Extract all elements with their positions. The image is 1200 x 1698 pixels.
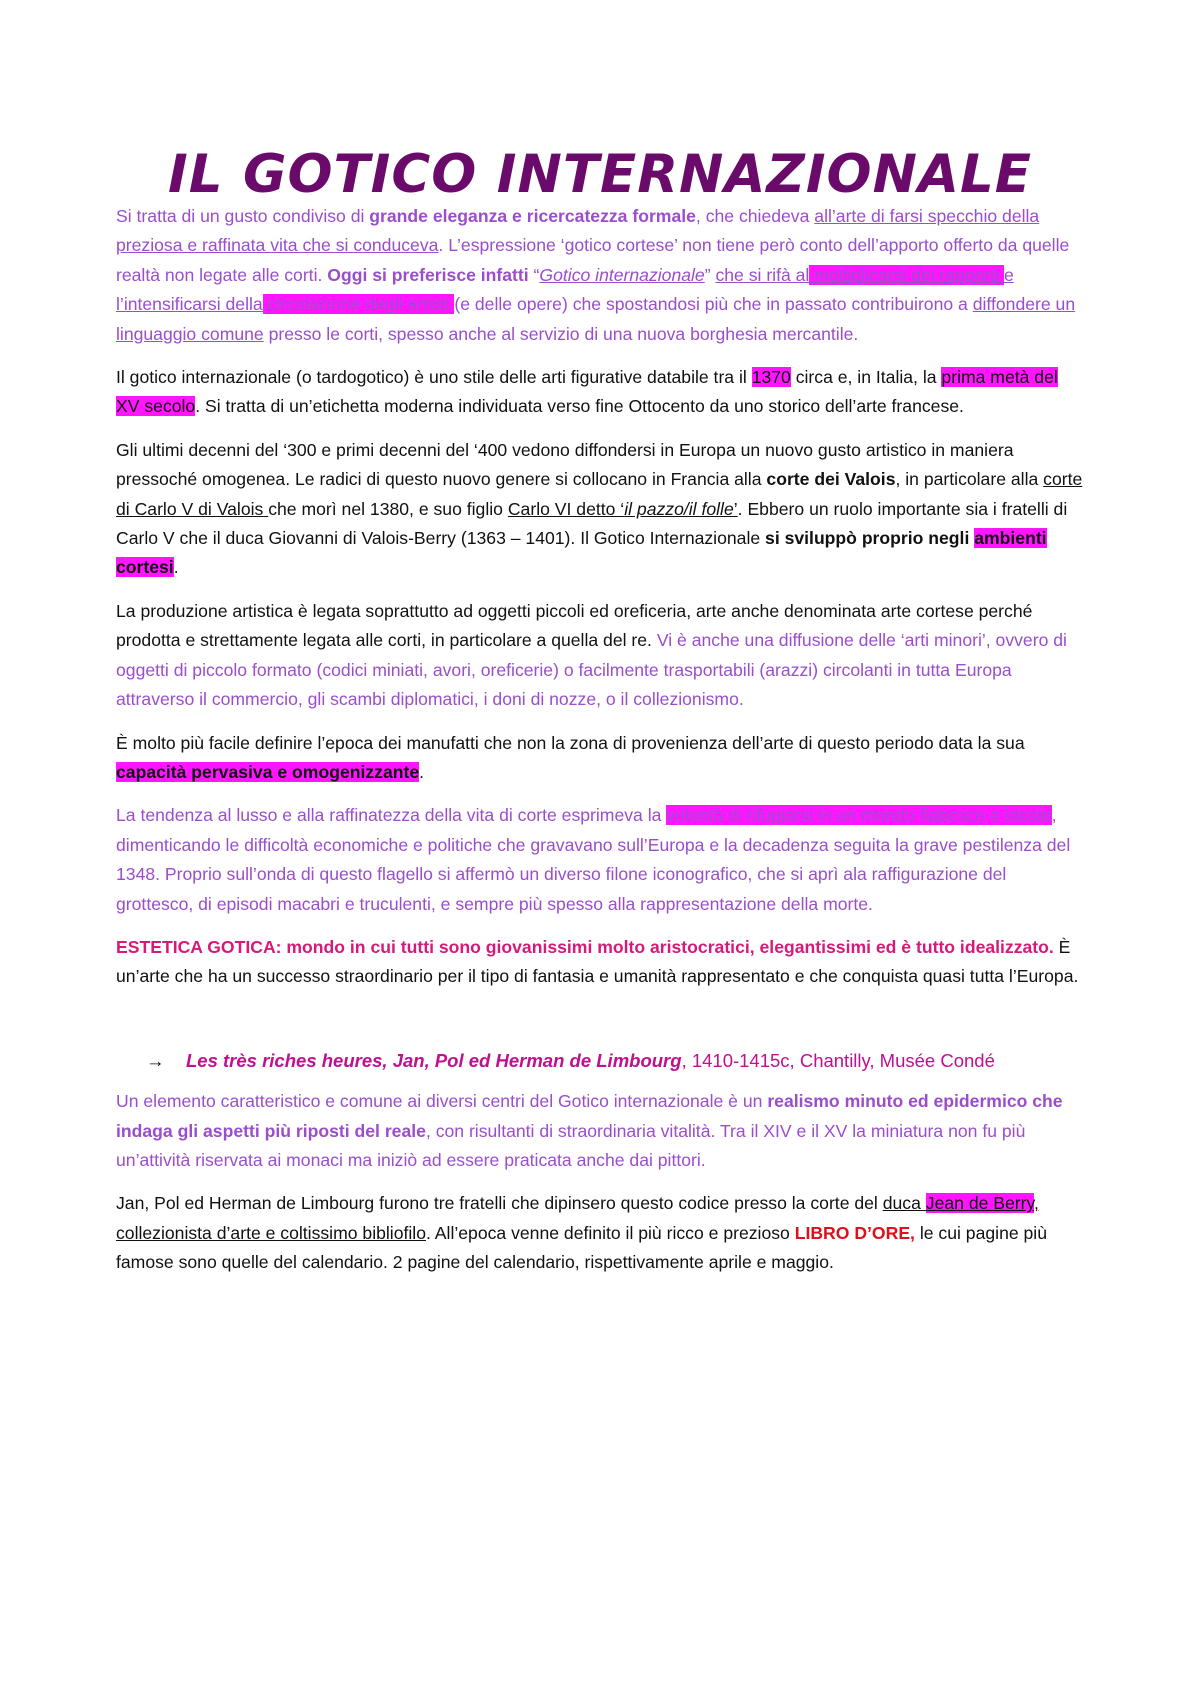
underlined-text: Carlo VI detto ‘	[507, 498, 625, 519]
page-title: IL GOTICO INTERNAZIONALE	[168, 144, 1032, 205]
underlined-text: ’	[733, 498, 738, 519]
underlined-text: e l’intensificarsi della	[116, 264, 1014, 315]
section-subtitle: , 1410-1415c, Chantilly, Musée Condé	[681, 1049, 995, 1071]
bold-text: grande eleganza e ricercatezza formale	[369, 206, 696, 226]
red-bold-text: LIBRO D’ORE,	[794, 1222, 915, 1243]
section-title: Les très riches heures, Jan, Pol ed Herman de Limbourg	[186, 1049, 682, 1071]
text: La tendenza al lusso e alla raffinatezza della vita di corte esprimeva la	[116, 805, 667, 826]
text: .	[419, 761, 425, 782]
text: , con risultanti di straordinaria vitalità. Tra il XIV e il XV la miniatura non fu più un’attività riservata ai monaci ma iniziò ad essere praticata anche dai pittori.	[116, 1120, 1026, 1170]
bold-text: Oggi si preferisce infatti	[327, 264, 529, 285]
spacer	[116, 1006, 1084, 1046]
text: . All’epoca venne definito il più ricco e prezioso	[426, 1222, 795, 1243]
paragraph-limbourg	[116, 1189, 1084, 1277]
text: ”	[704, 264, 716, 285]
text: , dimenticando le difficoltà economiche e politiche che gravavano sull’Europa e la decadenza seguita la grave pestilenza del 1348. Proprio sull’onda di questo flagello si affermò un diverso filone iconografico, che si aprì ala raffigurazione del grottesco, di episodi macabri e truculenti, e sempre più spesso alla rappresentazione della morte.	[116, 805, 1071, 914]
highlighted-text: 1370	[751, 367, 791, 388]
text: presso le corti, spesso anche al servizio di una nuova borghesia mercantile.	[263, 323, 859, 344]
text: circa e, in Italia, la	[790, 367, 942, 388]
text: , in particolare alla	[895, 469, 1044, 490]
text: Gli ultimi decenni del ‘300 e primi decenni del ‘400 vedono diffondersi in Europa un nuovo gusto artistico in maniera pressoché omogenea. Le radici di questo nuovo genere si collocano in Francia alla	[116, 439, 1014, 490]
paragraph-intro	[116, 202, 1084, 349]
underlined-italic-text: Gotico internazionale	[539, 264, 705, 285]
underlined-text: all’arte di farsi specchio della preziosa e raffinata vita che si conduceva	[116, 206, 1040, 256]
paragraph-realism	[116, 1087, 1084, 1175]
underlined-text: duca	[882, 1193, 926, 1214]
text: Si tratta di un gusto condiviso di	[116, 206, 370, 226]
text: (e delle opere) che spostandosi più che in passato contribuirono a	[454, 294, 973, 315]
arrow-right-icon: →	[146, 1049, 165, 1071]
highlighted-text: volontà di rifugiarsi in un mondo fiabesco e ideale	[666, 805, 1052, 826]
text: . L’espressione ‘gotico cortese’ non tiene però conto dell’apporto offerto da quelle realtà non legate alle corti.	[116, 235, 1070, 285]
underlined-text: che si rifà al	[715, 264, 810, 285]
section-heading	[116, 1046, 1084, 1075]
text: .	[173, 557, 179, 578]
paragraph-dating-artifacts	[116, 729, 1084, 788]
pink-bold-text: ESTETICA GOTICA: mondo in cui tutti sono giovanissimi molto aristocratici, elegantissimi ed è tutto idealizzato.	[116, 936, 1054, 957]
highlighted-text: ambienti cortesi	[116, 528, 1047, 578]
highlighted-text: capacità pervasiva e omogenizzante	[116, 761, 420, 782]
underlined-text: corte di Carlo V di Valois	[116, 469, 1083, 519]
text: Il gotico internazionale (o tardogotico) è uno stile delle arti figurative databile tra il	[116, 367, 752, 388]
underlined-italic-text: il pazzo/il folle	[624, 498, 734, 519]
text: che morì nel 1380, e suo figlio	[268, 498, 508, 519]
bold-text: realismo minuto ed epidermico che indaga gli aspetti più riposti del reale	[116, 1091, 1063, 1141]
bold-text: corte dei Valois	[766, 469, 896, 490]
text: È un’arte che ha un successo straordinario per il tipo di fantasia e umanità rappresentato e che conquista quasi tutta l’Europa.	[116, 936, 1079, 987]
bold-text: si sviluppò proprio negli	[765, 528, 975, 549]
paragraph-production	[116, 597, 1084, 715]
underlined-text: , collezionista d’arte e coltissimo bibliofilo	[116, 1193, 1039, 1243]
paragraph-luxury	[116, 801, 1084, 919]
highlighted-text: Jean de Berry	[925, 1193, 1035, 1214]
text: La produzione artistica è legata soprattutto ad oggetti piccoli ed oreficeria, arte anche denominata arte cortese perché prodotta e strettamente legata alle corti, in particolare a quella del re.	[116, 600, 1033, 651]
paragraph-dating	[116, 363, 1084, 422]
violet-text: Vi è anche una diffusione delle ‘arti minori’, ovvero di oggetti di piccolo formato (codici miniati, avori, oreficerie) o facilmente trasportabili (arazzi) circolanti in tutta Europa attraverso il commercio, gli scambi diplomatici, i doni di nozze, o il collezionismo.	[116, 630, 1067, 710]
text: Un elemento caratteristico e comune ai diversi centri del Gotico internazionale è un	[116, 1091, 768, 1112]
paragraph-origins	[116, 436, 1084, 583]
text: le cui pagine più famose sono quelle del calendario. 2 pagine del calendario, rispettivamente aprile e maggio.	[116, 1222, 1048, 1273]
highlighted-text: prima metà del XV secolo	[116, 367, 1058, 417]
underlined-text: diffondere un linguaggio comune	[116, 294, 1076, 344]
text: . Si tratta di un’etichetta moderna individuata verso fine Ottocento da uno storico dell’arte francese.	[195, 396, 964, 417]
highlighted-text: circolazione degli artisti	[262, 294, 455, 315]
text: Jan, Pol ed Herman de Limbourg furono tre fratelli che dipinsero questo codice presso la corte del	[116, 1193, 883, 1214]
paragraph-aesthetic	[116, 933, 1084, 992]
text: . Ebbero un ruolo importante sia i fratelli di Carlo V che il duca Giovanni di Valois-Berry (1363 – 1401). Il Gotico Internazionale	[116, 498, 1068, 549]
text: , che chiedeva	[695, 206, 815, 226]
highlighted-text: moltiplicarsi dei rapporti	[809, 264, 1004, 285]
text: È molto più facile definire l’epoca dei manufatti che non la zona di provenienza dell’arte di questo periodo data la sua	[116, 732, 1025, 753]
text: “	[528, 264, 540, 285]
